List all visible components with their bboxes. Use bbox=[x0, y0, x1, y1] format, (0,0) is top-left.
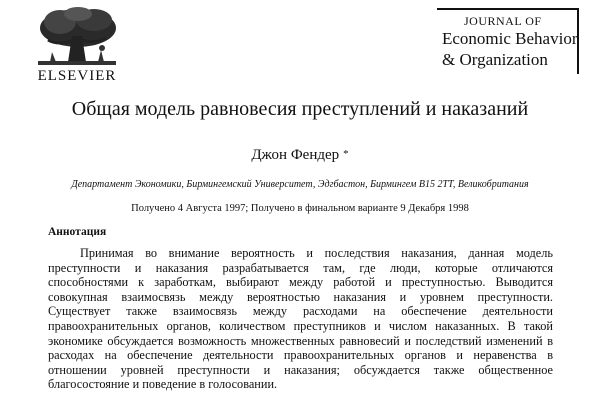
paper-title: Общая модель равновесия преступлений и наказаний bbox=[71, 98, 529, 120]
journal-line-1: JOURNAL OF bbox=[464, 14, 542, 28]
author-footnote-mark[interactable]: * bbox=[343, 148, 349, 160]
abstract-line: отношении уровней преступности и наказания; обсуждается также общественное bbox=[48, 362, 553, 377]
elsevier-tree-icon bbox=[28, 6, 126, 68]
publisher-name: ELSEVIER bbox=[37, 68, 117, 84]
abstract-line: совокупная взаимосвязь между вероятностью наказания и уровнем преступности. bbox=[48, 289, 553, 304]
author-affiliation: Департамент Экономики, Бирмингемский Университет, Эдгбастон, Бирмингем B15 2TT, Великобритания bbox=[71, 179, 529, 190]
abstract-line: расходах на обеспечение деятельности правоохранительных органов и неравенства в bbox=[48, 348, 553, 363]
journal-masthead bbox=[437, 8, 579, 74]
abstract-line: Принимая во внимание вероятность и последствия наказания, данная модель bbox=[80, 246, 553, 260]
author-line bbox=[0, 147, 600, 164]
abstract-body bbox=[48, 246, 553, 392]
journal-line-3: & Organization bbox=[442, 50, 548, 69]
elsevier-logo bbox=[22, 6, 132, 88]
journal-line-2: Economic Behavior bbox=[442, 29, 578, 48]
abstract-line: благосостояние и поведение в голосовании. bbox=[48, 377, 278, 392]
abstract-line: экономике обсуждается возможность множественных равновесий и последствий изменений в bbox=[48, 333, 553, 348]
abstract-line: способностями к заработкам, выбирают между работой и преступностью. Выводится bbox=[48, 275, 553, 290]
author-name: Джон Фендер bbox=[251, 147, 340, 163]
received-dates: Получено 4 Августа 1997; Получено в финальном варианте 9 Декабря 1998 bbox=[131, 203, 469, 214]
abstract-line: правоохранительных органов, количеством преступников и числом наказанных. В такой bbox=[48, 318, 553, 333]
abstract-line: преступности и наказания разрабатывается там, где люди, которые отличаются bbox=[48, 260, 553, 275]
abstract-heading: Аннотация bbox=[48, 226, 107, 238]
abstract-line: Существует также взаимосвязь между расходами на обеспечение деятельности bbox=[48, 304, 553, 319]
